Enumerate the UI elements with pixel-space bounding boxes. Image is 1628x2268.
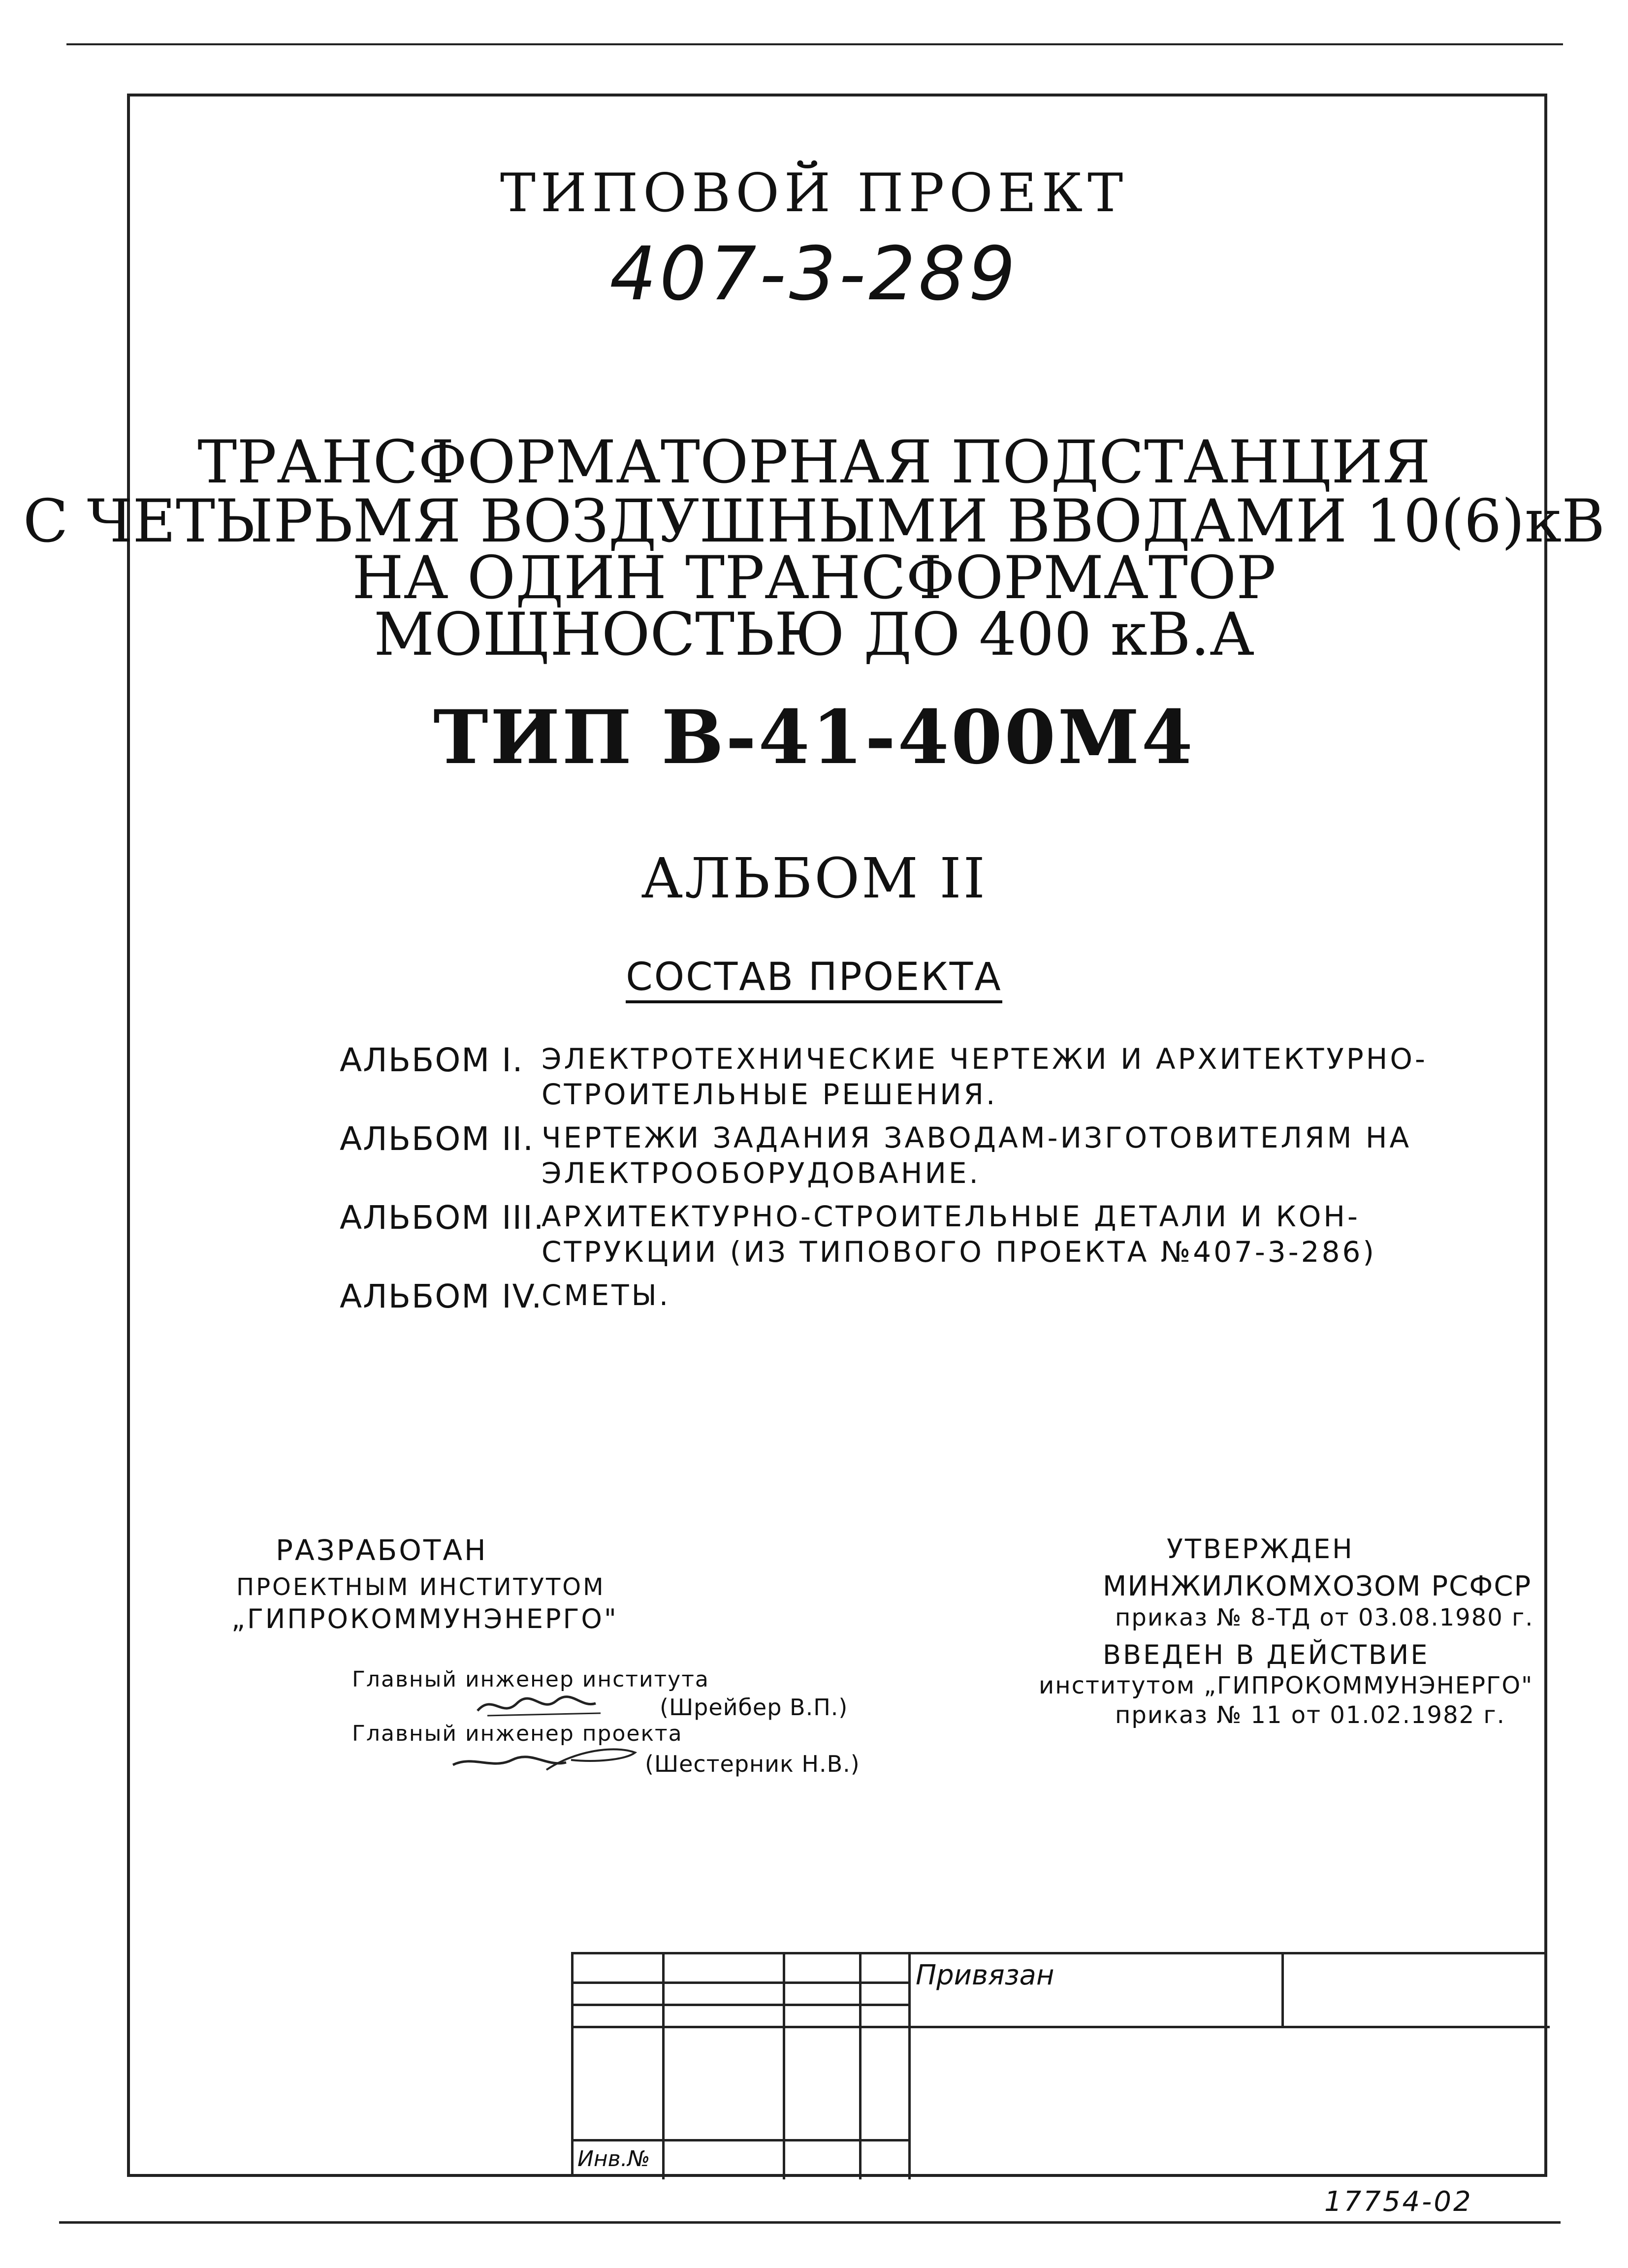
enacted-institute: институтом „ГИПРОКОММУНЭНЕРГО" <box>1039 1672 1533 1699</box>
album-list-item <box>340 1278 1423 1317</box>
album-label: АЛЬБОМ I. <box>340 1041 524 1079</box>
stamp-row-line <box>574 2004 908 2006</box>
sheet-code: 17754-02 <box>1324 2186 1473 2218</box>
sheet-top-edge <box>66 43 1563 45</box>
stamp-divider <box>783 1954 785 2179</box>
sheet-bottom-edge <box>59 2221 1561 2224</box>
album-label: АЛЬБОМ II. <box>340 1120 535 1158</box>
signature-shreiber <box>473 1689 620 1723</box>
project-number: 407-3-289 <box>609 231 1019 317</box>
approved-order: приказ № 8-ТД от 03.08.1980 г. <box>1115 1604 1534 1631</box>
album-list-item <box>340 1120 1423 1194</box>
approved-ministry: МИНЖИЛКОМХОЗОМ РСФСР <box>1103 1570 1532 1602</box>
stamp-row-line <box>574 2026 1550 2028</box>
enacted-order: приказ № 11 от 01.02.1982 г. <box>1115 1701 1505 1729</box>
album-list-item <box>340 1041 1428 1115</box>
main-title-line-4: МОЩНОСТЬЮ ДО 400 кВ.А <box>374 601 1254 669</box>
enacted-heading: ВВЕДЕН В ДЕЙСТВИЕ <box>1103 1639 1430 1670</box>
title-block-stamp <box>571 1952 1547 2177</box>
developed-institute-name: „ГИПРОКОММУНЭНЕРГО" <box>231 1603 618 1634</box>
stamp-row-line <box>574 2139 908 2141</box>
main-title-line-3: НА ОДИН ТРАНСФОРМАТОР <box>352 544 1276 612</box>
album-description: ЭЛЕКТРОТЕХНИЧЕСКИЕ ЧЕРТЕЖИ И АРХИТЕКТУРНО-СТРОИТЕЛЬНЫЕ РЕШЕНИЯ. <box>542 1042 1428 1111</box>
album-description: СМЕТЫ. <box>542 1278 671 1312</box>
chief-engineer-institute-name: (Шрейбер В.П.) <box>660 1694 848 1721</box>
chief-engineer-institute-label: Главный инженер института <box>352 1667 709 1692</box>
substation-type: ТИП В-41-400М4 <box>433 694 1195 781</box>
album-label: АЛЬБОМ IV. <box>340 1278 543 1315</box>
developed-institute-line: ПРОЕКТНЫМ ИНСТИТУТОМ <box>236 1573 606 1601</box>
stamp-row-line <box>574 1981 908 1984</box>
stamp-divider <box>1281 1954 1284 2028</box>
stamp-divider <box>859 1954 862 2179</box>
signature-shesternik <box>448 1740 645 1780</box>
stamp-inventory-label: Инв.№ <box>577 2146 650 2172</box>
project-title: ТИПОВОЙ ПРОЕКТ <box>500 162 1128 224</box>
main-title-line-1: ТРАНСФОРМАТОРНАЯ ПОДСТАНЦИЯ <box>197 428 1431 497</box>
album-title: АЛЬБОМ II <box>641 847 987 911</box>
stamp-attached-label: Привязан <box>916 1959 1054 1991</box>
composition-heading <box>0 955 1628 999</box>
stamp-divider <box>908 1954 911 2179</box>
chief-engineer-project-label: Главный инженер проекта <box>352 1721 683 1746</box>
developed-heading: РАЗРАБОТАН <box>276 1533 488 1567</box>
stamp-divider <box>662 1954 665 2179</box>
album-list-item <box>340 1199 1423 1273</box>
approved-heading: УТВЕРЖДЕН <box>1167 1533 1354 1565</box>
main-title-line-2: С ЧЕТЫРЬМЯ ВОЗДУШНЫМИ ВВОДАМИ 10(6)кВ <box>23 487 1605 556</box>
album-description: ЧЕРТЕЖИ ЗАДАНИЯ ЗАВОДАМ-ИЗГОТОВИТЕЛЯМ НА ЭЛЕКТРООБОРУДОВАНИЕ. <box>542 1121 1412 1190</box>
chief-engineer-project-name: (Шестерник Н.В.) <box>645 1751 860 1777</box>
album-label: АЛЬБОМ III. <box>340 1199 545 1237</box>
album-description: АРХИТЕКТУРНО-СТРОИТЕЛЬНЫЕ ДЕТАЛИ И КОН-СТРУКЦИИ (ИЗ ТИПОВОГО ПРОЕКТА №407-3-286) <box>542 1200 1377 1269</box>
composition-heading-text: СОСТАВ ПРОЕКТА <box>626 955 1002 1003</box>
